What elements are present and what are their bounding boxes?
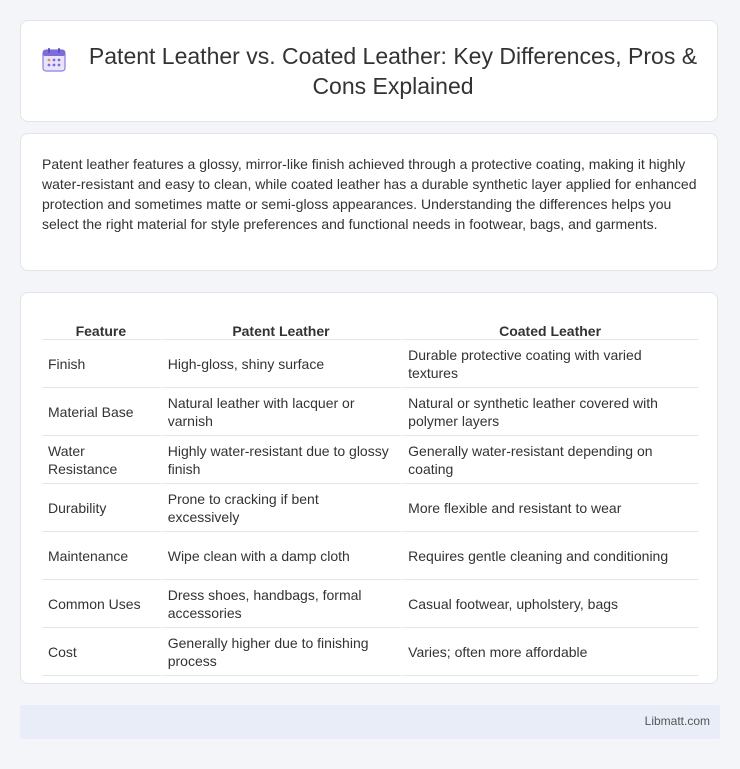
row-coated-value: More flexible and resistant to wear: [402, 484, 698, 532]
table-row: [42, 484, 698, 532]
page-title: Patent Leather vs. Coated Leather: Key Differences, Pros & Cons Explained: [88, 43, 698, 99]
row-feature: Water Resistance: [42, 436, 162, 484]
summary-card: [20, 133, 718, 271]
row-patent-value: Prone to cracking if bent excessively: [162, 484, 402, 532]
row-feature: Finish: [42, 340, 162, 388]
row-coated-value: Generally water-resistant depending on coating: [402, 436, 698, 484]
row-feature: Cost: [42, 628, 162, 676]
row-coated-value: Varies; often more affordable: [402, 628, 698, 676]
summary-text: Patent leather features a glossy, mirror-like finish achieved through a protective coating, making it highly water-resistant and easy to clean, while coated leather has a durable synthetic layer applied for enhanced protection and sometimes matte or semi-gloss appearances. Understanding the differences helps you select the right material for style preferences and functional needs in footwear, bags, and garments.: [42, 156, 697, 232]
row-patent-value: Wipe clean with a damp cloth: [162, 532, 402, 580]
header-coated-leather: Coated Leather: [402, 313, 698, 340]
row-coated-value: Durable protective coating with varied textures: [402, 340, 698, 388]
table-row: [42, 340, 698, 388]
header-feature: Feature: [42, 313, 162, 340]
table-row: [42, 436, 698, 484]
table-row: [42, 580, 698, 628]
table-header-row: [42, 313, 698, 340]
row-patent-value: High-gloss, shiny surface: [162, 340, 402, 388]
row-patent-value: Natural leather with lacquer or varnish: [162, 388, 402, 436]
footer: [20, 705, 720, 739]
title-card: [20, 20, 718, 122]
row-coated-value: Requires gentle cleaning and conditioning: [402, 532, 698, 580]
row-coated-value: Natural or synthetic leather covered with polymer layers: [402, 388, 698, 436]
calendar-icon: [40, 46, 68, 74]
row-patent-value: Highly water-resistant due to glossy finish: [162, 436, 402, 484]
row-feature: Common Uses: [42, 580, 162, 628]
row-coated-value: Casual footwear, upholstery, bags: [402, 580, 698, 628]
row-patent-value: Dress shoes, handbags, formal accessories: [162, 580, 402, 628]
comparison-table: [42, 313, 698, 676]
row-patent-value: Generally higher due to finishing process: [162, 628, 402, 676]
row-feature: Maintenance: [42, 532, 162, 580]
row-feature: Material Base: [42, 388, 162, 436]
footer-site-link[interactable]: Libmatt.com: [644, 714, 710, 728]
row-feature: Durability: [42, 484, 162, 532]
table-row: [42, 532, 698, 580]
table-card: [20, 292, 718, 684]
table-row: [42, 388, 698, 436]
title-wrap: [40, 41, 698, 101]
table-row: [42, 628, 698, 676]
header-patent-leather: Patent Leather: [162, 313, 402, 340]
